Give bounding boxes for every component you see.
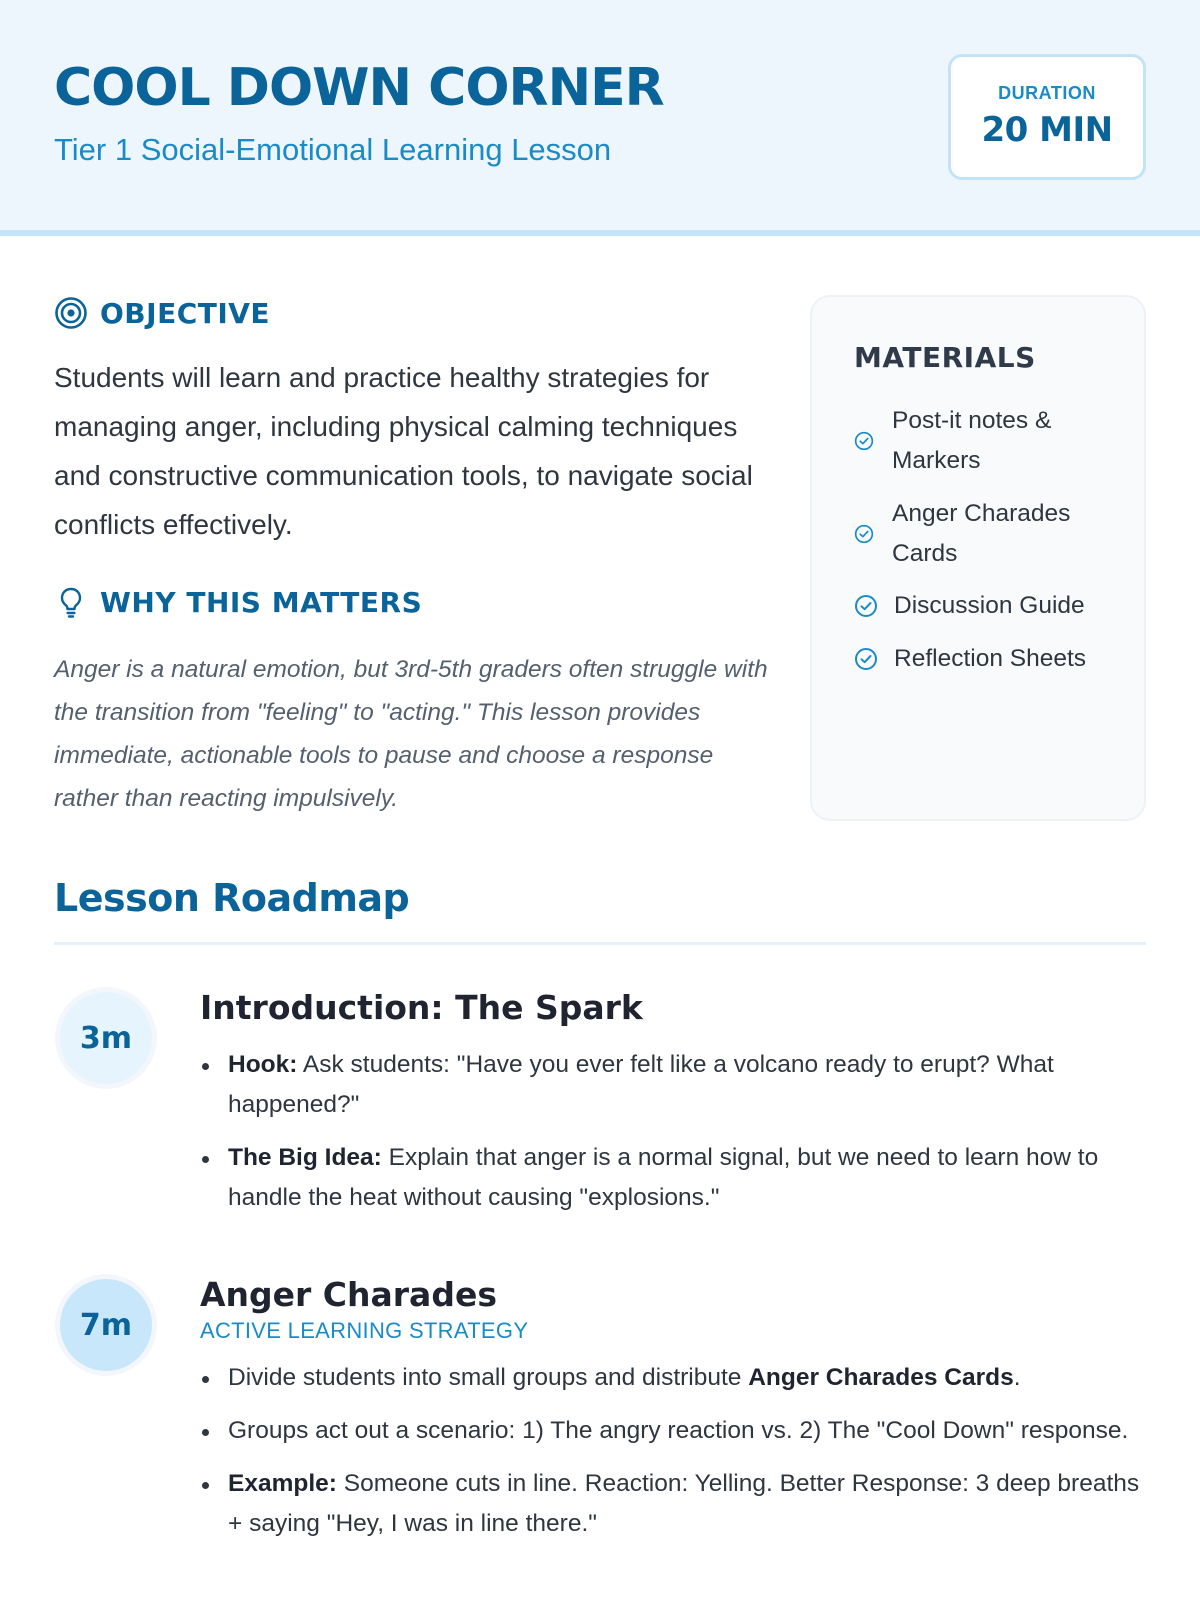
step-title: Anger Charades — [200, 1275, 497, 1314]
materials-item-label: Reflection Sheets — [894, 645, 1087, 672]
check-circle-icon — [854, 524, 874, 544]
materials-item-label: Markers — [892, 447, 981, 474]
list-item: Groups act out a scenario: 1) The angry reaction vs. 2) The "Cool Down" response. — [200, 1411, 1146, 1451]
materials-item-label: Post-it notes & — [892, 407, 1052, 434]
step-bullet-list — [200, 1358, 1146, 1557]
list-item: Divide students into small groups and distribute Anger Charades Cards. — [200, 1358, 1146, 1398]
objective-heading — [54, 296, 270, 330]
check-circle-icon — [854, 647, 878, 671]
step-duration-badge: 7m — [60, 1279, 152, 1371]
materials-item-label: Anger Charades — [892, 500, 1071, 527]
list-item: The Big Idea: Explain that anger is a normal signal, but we need to learn how to handle the heat without causing "explosions." — [200, 1138, 1146, 1218]
why-text: Anger is a natural emotion, but 3rd-5th graders often struggle with the transition from "feeling" to "acting." This lesson provides immediate, actionable tools to pause and choose a response rather than reacting impulsively. — [54, 656, 768, 812]
roadmap-title: Lesson Roadmap — [54, 876, 410, 920]
step-tag: ACTIVE LEARNING STRATEGY — [200, 1318, 529, 1343]
duration-card — [948, 54, 1146, 180]
lightbulb-icon — [54, 585, 88, 619]
objective-text: Students will learn and practice healthy strategies for managing anger, including physical calming techniques and constructive communication tools, to navigate social conflicts effectively. — [54, 362, 753, 540]
step-bullet-list — [200, 1045, 1146, 1231]
lesson-subtitle: Tier 1 Social-Emotional Learning Lesson — [54, 132, 612, 167]
materials-item-label: Discussion Guide — [894, 592, 1085, 619]
materials-item — [854, 401, 1051, 481]
target-icon — [54, 296, 88, 330]
materials-panel — [810, 295, 1146, 821]
materials-item — [854, 494, 1070, 574]
materials-title: MATERIALS — [854, 341, 1036, 374]
list-item: Hook: Ask students: "Have you ever felt like a volcano ready to erupt? What happened?" — [200, 1045, 1146, 1125]
materials-item — [854, 586, 1085, 626]
divider — [54, 942, 1146, 945]
materials-item — [854, 639, 1086, 679]
materials-item-label: Cards — [892, 540, 958, 567]
step-title: Introduction: The Spark — [200, 988, 643, 1027]
list-item: Example: Someone cuts in line. Reaction: Yelling. Better Response: 3 deep breaths + saying "Hey, I was in line there." — [200, 1464, 1146, 1544]
why-heading-text: WHY THIS MATTERS — [100, 585, 423, 619]
why-heading — [54, 585, 422, 619]
lesson-title: COOL DOWN CORNER — [54, 58, 664, 118]
objective-heading-text: OBJECTIVE — [100, 296, 271, 330]
duration-value: 20 MIN — [981, 110, 1113, 150]
step-duration-badge: 3m — [60, 992, 152, 1084]
check-circle-icon — [854, 431, 874, 451]
check-circle-icon — [854, 594, 878, 618]
duration-label: DURATION — [998, 83, 1096, 103]
lesson-header — [0, 0, 1200, 236]
